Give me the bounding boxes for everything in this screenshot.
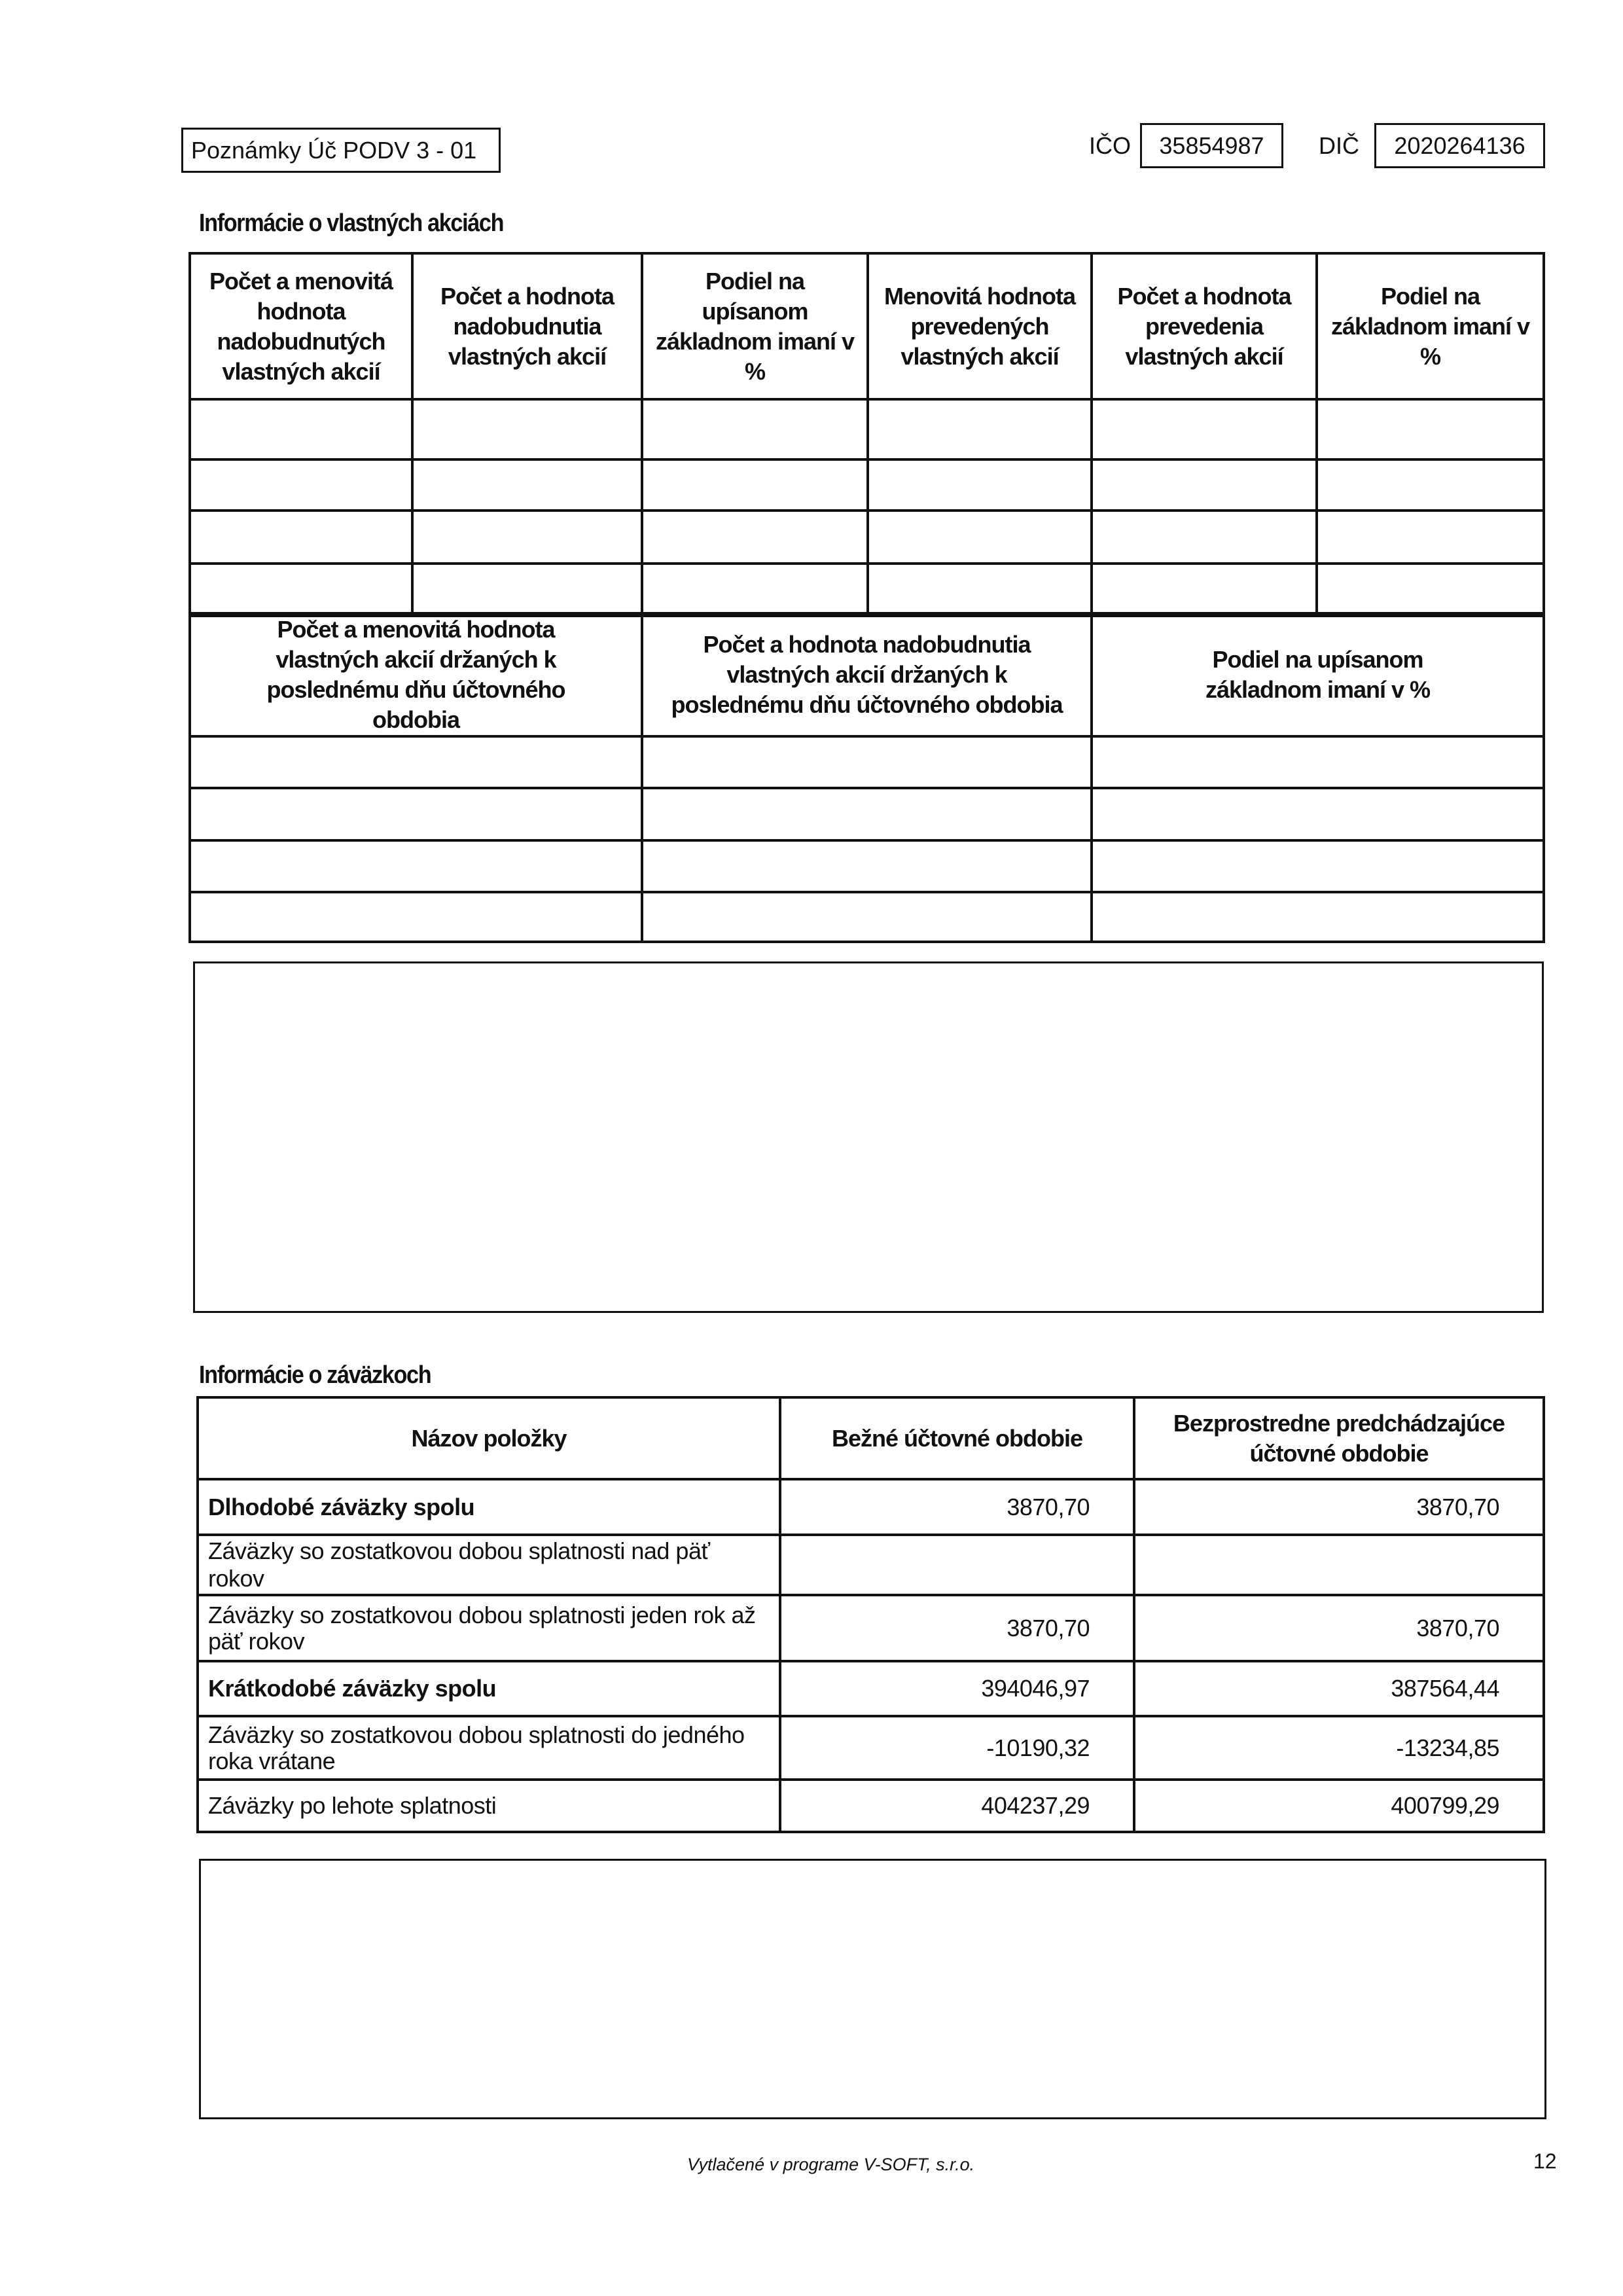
table-cell [412, 459, 642, 511]
column-header: Počet a hodnota nadobudnutia vlastných akcií držaných k poslednému dňu účtovného obdobia [642, 613, 1092, 736]
column-header: Podiel na upísanom základnom imaní v % [642, 253, 868, 399]
column-header: Počet a menovitá hodnota nadobudnutých vlastných akcií [190, 253, 412, 399]
dic-label: DIČ [1319, 132, 1359, 159]
table-cell [1092, 511, 1317, 564]
table-cell [868, 459, 1092, 511]
table-cell [1317, 511, 1544, 564]
table-cell [190, 511, 412, 564]
table-row [198, 1780, 1544, 1832]
table-cell [1092, 892, 1544, 942]
table-row [198, 1661, 1544, 1716]
table-cell [190, 736, 642, 788]
table-cell [190, 892, 642, 942]
liabilities-heading: Informácie o záväzkoch [199, 1361, 431, 1389]
table-row [190, 564, 1544, 616]
table-row [190, 511, 1544, 564]
table-cell [868, 511, 1092, 564]
table-cell [190, 459, 412, 511]
table-cell [190, 840, 642, 892]
table-header-row [190, 253, 1544, 399]
table-cell [1092, 840, 1544, 892]
table-cell [1092, 459, 1317, 511]
ico-field [1140, 123, 1283, 168]
own-shares-table [188, 252, 1545, 617]
item-name: Krátkodobé záväzky spolu [198, 1661, 780, 1716]
table-cell [642, 736, 1092, 788]
item-name: Záväzky po lehote splatnosti [198, 1780, 780, 1832]
previous-value: 387564,44 [1134, 1661, 1544, 1716]
table-cell [190, 399, 412, 459]
page-number: 12 [1533, 2149, 1557, 2173]
column-header: Počet a hodnota nadobudnutia vlastných akcií [412, 253, 642, 399]
column-header: Bezprostredne predchádzajúce účtovné obdobie [1134, 1397, 1544, 1479]
item-name: Záväzky so zostatkovou dobou splatnosti do jedného roka vrátane [198, 1716, 780, 1780]
table-cell [1092, 399, 1317, 459]
own-shares-heading: Informácie o vlastných akciách [199, 209, 504, 237]
ico-value: 35854987 [1159, 132, 1264, 159]
table-row [190, 736, 1544, 788]
table-cell [868, 399, 1092, 459]
current-value: 3870,70 [780, 1479, 1134, 1535]
printed-by-footer: Vytlačené v programe V-SOFT, s.r.o. [687, 2155, 975, 2174]
column-header: Bežné účtovné obdobie [780, 1397, 1134, 1479]
liabilities-table [196, 1396, 1545, 1833]
table-row [190, 840, 1544, 892]
current-value: -10190,32 [780, 1716, 1134, 1780]
table-row [190, 788, 1544, 840]
table-cell [868, 564, 1092, 616]
table-cell [1317, 399, 1544, 459]
previous-value: 3870,70 [1134, 1479, 1544, 1535]
previous-value: 3870,70 [1134, 1595, 1544, 1661]
held-shares-table [188, 612, 1545, 943]
table-cell [1092, 564, 1317, 616]
table-row [198, 1535, 1544, 1595]
item-name: Záväzky so zostatkovou dobou splatnosti nad päť rokov [198, 1535, 780, 1595]
table-cell [642, 840, 1092, 892]
previous-value: -13234,85 [1134, 1716, 1544, 1780]
table-cell [642, 459, 868, 511]
table-header-row [190, 613, 1544, 736]
table-row [198, 1595, 1544, 1661]
table-row [190, 892, 1544, 942]
table-cell [642, 564, 868, 616]
ico-label: IČO [1089, 132, 1132, 159]
table-cell [412, 399, 642, 459]
current-value: 3870,70 [780, 1595, 1134, 1661]
table-cell [642, 399, 868, 459]
table-cell [1317, 564, 1544, 616]
current-value: 394046,97 [780, 1661, 1134, 1716]
table-cell [642, 788, 1092, 840]
liabilities-notes-box [199, 1859, 1546, 2119]
table-cell [1092, 736, 1544, 788]
item-name: Záväzky so zostatkovou dobou splatnosti jeden rok až päť rokov [198, 1595, 780, 1661]
table-row [190, 399, 1544, 459]
form-title: Poznámky Úč PODV 3 - 01 [191, 136, 477, 164]
column-header: Názov položky [198, 1397, 780, 1479]
dic-field [1374, 123, 1545, 168]
form-title-box [181, 128, 501, 173]
table-header-row [198, 1397, 1544, 1479]
table-row [198, 1479, 1544, 1535]
table-cell [1317, 459, 1544, 511]
previous-value: 400799,29 [1134, 1780, 1544, 1832]
table-cell [642, 892, 1092, 942]
table-cell [412, 564, 642, 616]
current-value: 404237,29 [780, 1780, 1134, 1832]
current-value [780, 1535, 1134, 1595]
dic-value: 2020264136 [1394, 132, 1525, 159]
table-cell [1092, 788, 1544, 840]
table-row [190, 459, 1544, 511]
table-cell [190, 788, 642, 840]
table-cell [190, 564, 412, 616]
table-row [198, 1716, 1544, 1780]
table-cell [642, 511, 868, 564]
own-shares-notes-box [193, 961, 1544, 1313]
table-cell [412, 511, 642, 564]
column-header: Počet a menovitá hodnota vlastných akcií držaných k poslednému dňu účtovného obdobia [190, 613, 642, 736]
column-header: Podiel na upísanom základnom imaní v % [1092, 613, 1544, 736]
column-header: Počet a hodnota prevedenia vlastných akcií [1092, 253, 1317, 399]
previous-value [1134, 1535, 1544, 1595]
column-header: Menovitá hodnota prevedených vlastných akcií [868, 253, 1092, 399]
item-name: Dlhodobé záväzky spolu [198, 1479, 780, 1535]
column-header: Podiel na základnom imaní v % [1317, 253, 1544, 399]
